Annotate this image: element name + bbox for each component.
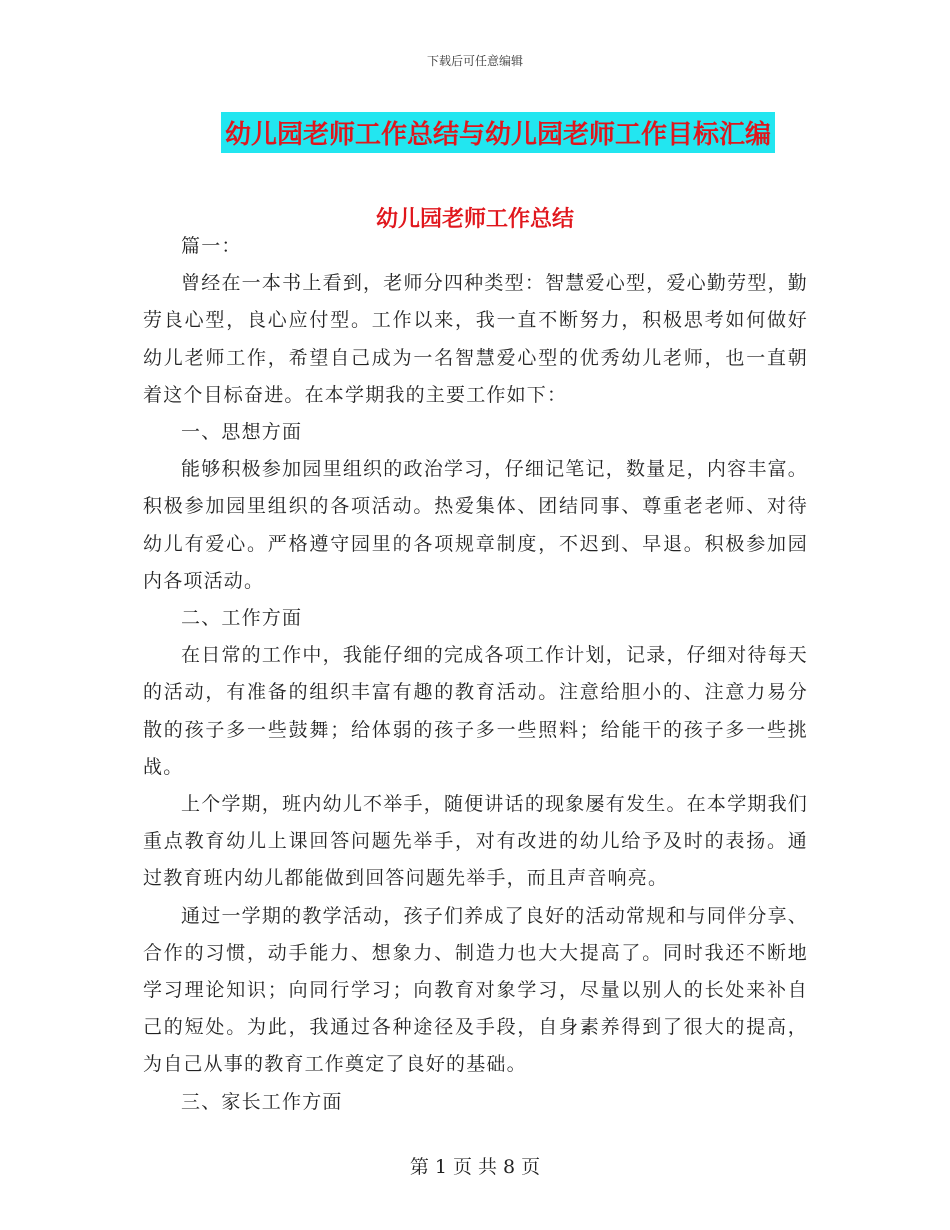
- page-footer: 第 1 页 共 8 页: [409, 1156, 541, 1178]
- paragraph: 二、工作方面: [181, 607, 303, 630]
- paragraph: 通过一学期的教学活动，孩子们养成了良好的活动常规和与同伴分享、合作的习惯，动手能力、想象力、制造力也大大提高了。同时我还不断地学习理论知识；向同行学习；向教育对象学习，尽量以别人的长处来补自己的短处。为此，我通过各种途径及手段，自身素养得到了很大的提高，为自己从事的教育工作奠定了良好的基础。: [143, 904, 808, 1076]
- section-title: 幼儿园老师工作总结: [375, 206, 574, 232]
- paragraph: 曾经在一本书上看到，老师分四种类型：智慧爱心型，爱心勤劳型，勤劳良心型，良心应付型。工作以来，我一直不断努力，积极思考如何做好幼儿老师工作，希望自己成为一名智慧爱心型的优秀幼儿老师，也一直朝着这个目标奋进。在本学期我的主要工作如下：: [143, 272, 808, 406]
- paragraph: 一、思想方面: [181, 421, 303, 444]
- paragraph: 在日常的工作中，我能仔细的完成各项工作计划，记录，仔细对待每天的活动，有准备的组织丰富有趣的教育活动。注意给胆小的、注意力易分散的孩子多一些鼓舞；给体弱的孩子多一些照料；给能干的孩子多一些挑战。: [143, 644, 808, 778]
- header-note: 下载后可任意编辑: [426, 54, 523, 68]
- paragraph: 上个学期，班内幼儿不举手，随便讲话的现象屡有发生。在本学期我们重点教育幼儿上课回答问题先举手，对有改进的幼儿给予及时的表扬。通过教育班内幼儿都能做到回答问题先举手，而且声音响亮。: [143, 793, 808, 890]
- paragraph: 能够积极参加园里组织的政治学习，仔细记笔记，数量足，内容丰富。积极参加园里组织的各项活动。热爱集体、团结同事、尊重老老师、对待幼儿有爱心。严格遵守园里的各项规章制度，不迟到、早退。积极参加园内各项活动。: [143, 458, 808, 592]
- paragraph: 三、家长工作方面: [181, 1090, 343, 1113]
- main-title: 幼儿园老师工作总结与幼儿园老师工作目标汇编: [221, 112, 775, 153]
- paragraph: 篇一：: [181, 235, 242, 257]
- document-body: [143, 228, 808, 1121]
- main-title-wrap: [0, 112, 950, 153]
